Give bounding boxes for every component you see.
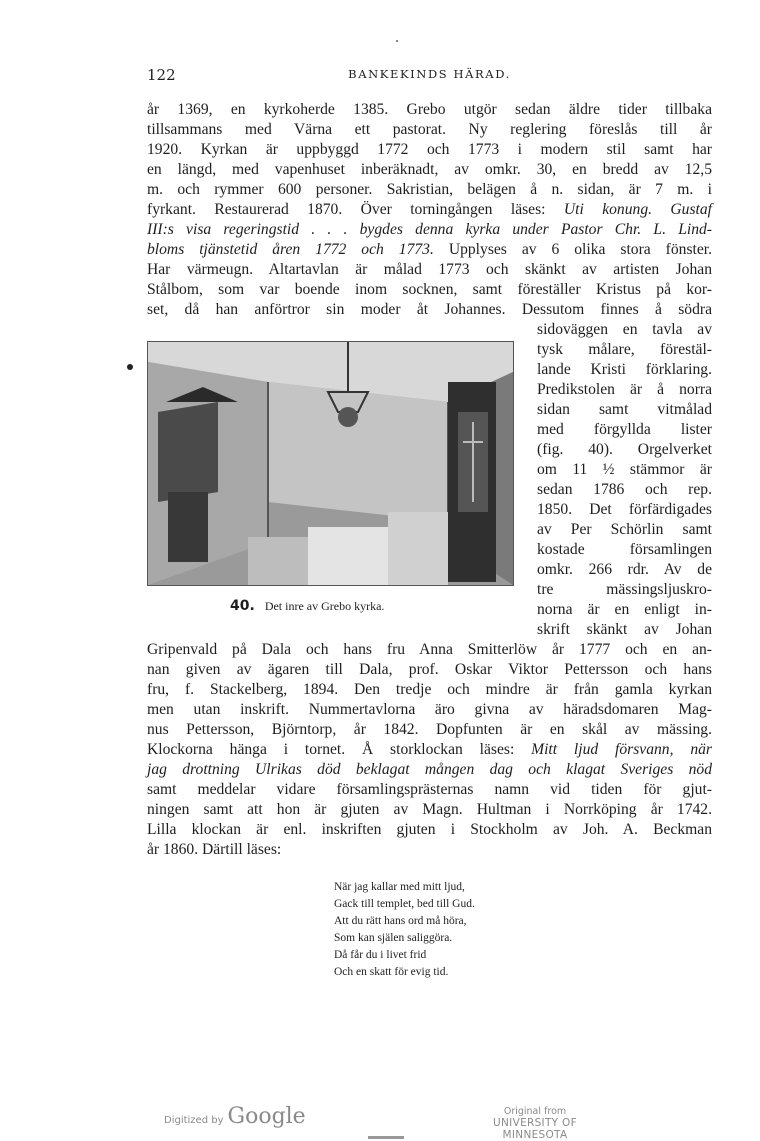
column-text-line: av Per Schörlin samt: [537, 521, 712, 538]
inscription-line: III:s visa regeringstid . . . bygdes denna kyrka under Pastor Chr. L. Lind-: [147, 221, 712, 238]
column-text-line: sidoväggen en tavla av: [537, 321, 712, 338]
figure-caption: [230, 598, 384, 614]
column-text-line: kostade församlingen: [537, 541, 712, 558]
verse-line: Att du rätt hans ord må höra,: [334, 915, 467, 927]
text-line: Lilla klockan är enl. inskriften gjuten i Stockholm av Joh. A. Beckman: [147, 821, 712, 838]
verse-line: När jag kallar med mitt ljud,: [334, 881, 465, 893]
column-text-line: omkr. 266 rdr. Av de: [537, 561, 712, 578]
text-line: Har värmeugn. Altartavlan är målad 1773 och skänkt av artisten Johan: [147, 261, 712, 278]
verse-line: Gack till templet, bed till Gud.: [334, 898, 475, 910]
text-line: Stålbom, som var boende inom socknen, samt föreställer Kristus på kor-: [147, 281, 712, 298]
page-header: [147, 66, 712, 86]
digitized-by-label: Digitized by: [164, 1115, 224, 1126]
column-text-line: sidan samt vitmålad: [537, 401, 712, 418]
column-text-line: lande Kristi förklaring.: [537, 361, 712, 378]
text-segment: fyrkant. Restaurerad 1870. Över torningången läses:: [147, 201, 564, 218]
text-line: [147, 201, 712, 220]
original-from-label: Original from: [503, 1106, 567, 1117]
google-logo: Google: [227, 1104, 306, 1129]
column-text-line: skrift skänkt av Johan: [537, 621, 712, 638]
library-name: UNIVERSITY OF MINNESOTA: [493, 1117, 577, 1141]
text-line: [147, 241, 712, 260]
original-from-notice: [460, 1106, 610, 1141]
text-line: år 1860. Därtill läses:: [147, 841, 282, 858]
church-interior-illustration: [148, 342, 513, 585]
text-line: nus Pettersson, Björntorp, år 1842. Dopfunten är en skål av mässing.: [147, 721, 712, 738]
margin-bullet: [127, 364, 133, 370]
text-segment: Klockorna hänga i tornet. Å storklockan läses:: [147, 741, 532, 758]
column-text-line: norna är en enligt in-: [537, 601, 712, 618]
inscription-text: bloms tjänstetid åren 1772 och 1773.: [147, 241, 434, 258]
text-line: nan given av ägaren till Dala, prof. Oskar Viktor Pettersson och hans: [147, 661, 712, 678]
column-text-line: Predikstolen är å norra: [537, 381, 712, 398]
church-interior-photo: [147, 341, 514, 586]
bell-inscription-verse: [334, 879, 475, 981]
column-text-line: 1850. Det förfärdigades: [537, 501, 712, 518]
text-line: fru, f. Stackelberg, 1894. Den tredje och mindre är från gamla kyrkan: [147, 681, 712, 698]
figure-number: 40.: [230, 598, 255, 614]
text-line: år 1369, en kyrkoherde 1385. Grebo utgör sedan äldre tider tillbaka: [147, 101, 712, 118]
running-title: BANKEKINDS HÄRAD.: [348, 67, 511, 81]
text-line: tillsammans med Värna ett pastorat. Ny reglering föreslås till år: [147, 121, 712, 138]
text-line: samt meddelar vidare församlingsprästernas namn vid tiden för gjut-: [147, 781, 712, 798]
page-edge-mark: [368, 1136, 404, 1139]
inscription-text: Mitt ljud försvann, när: [531, 741, 712, 758]
digitized-by-notice: [164, 1104, 306, 1129]
page-number: 122: [147, 66, 176, 84]
text-line: set, då han anförtror sin moder åt Johannes. Dessutom finnes å södra: [147, 301, 712, 318]
text-line: [147, 741, 712, 760]
text-segment: Upplyses av 6 olika stora fönster.: [433, 241, 712, 258]
text-line: en längd, med vapenhuset inberäknadt, av omkr. 30, en bredd av 12,5: [147, 161, 712, 178]
column-text-line: sedan 1786 och rep.: [537, 481, 712, 498]
column-text-line: med förgyllda lister: [537, 421, 712, 438]
speck-mark: [396, 40, 398, 42]
text-line: ningen samt att hon är gjuten av Magn. Hultman i Norrköping år 1742.: [147, 801, 712, 818]
inscription-text: Uti konung. Gustaf: [563, 201, 712, 218]
text-line: 1920. Kyrkan är uppbyggd 1772 och 1773 i modern stil samt har: [147, 141, 712, 158]
column-text-line: om 11 ½ stämmor är: [537, 461, 712, 478]
verse-line: Då får du i livet frid: [334, 949, 427, 961]
verse-line: Som kan själen saliggöra.: [334, 932, 453, 944]
text-line: m. och rymmer 600 personer. Sakristian, belägen å n. sidan, är 7 m. i: [147, 181, 712, 198]
figure-caption-text: Det inre av Grebo kyrka.: [264, 599, 385, 613]
text-line: Gripenvald på Dala och hans fru Anna Smitterlöw år 1777 och en an-: [147, 641, 712, 658]
inscription-line: jag drottning Ulrikas död beklagat mången dag och klagat Sveriges nöd: [147, 761, 712, 778]
column-text-line: tre mässingsljuskro-: [537, 581, 712, 598]
column-text-line: (fig. 40). Orgelverket: [537, 441, 712, 458]
column-text-line: tysk målare, förestäl-: [537, 341, 712, 358]
text-line: men utan inskrift. Nummertavlorna äro givna av häradsdomaren Mag-: [147, 701, 712, 718]
verse-line: Och en skatt för evig tid.: [334, 966, 449, 978]
